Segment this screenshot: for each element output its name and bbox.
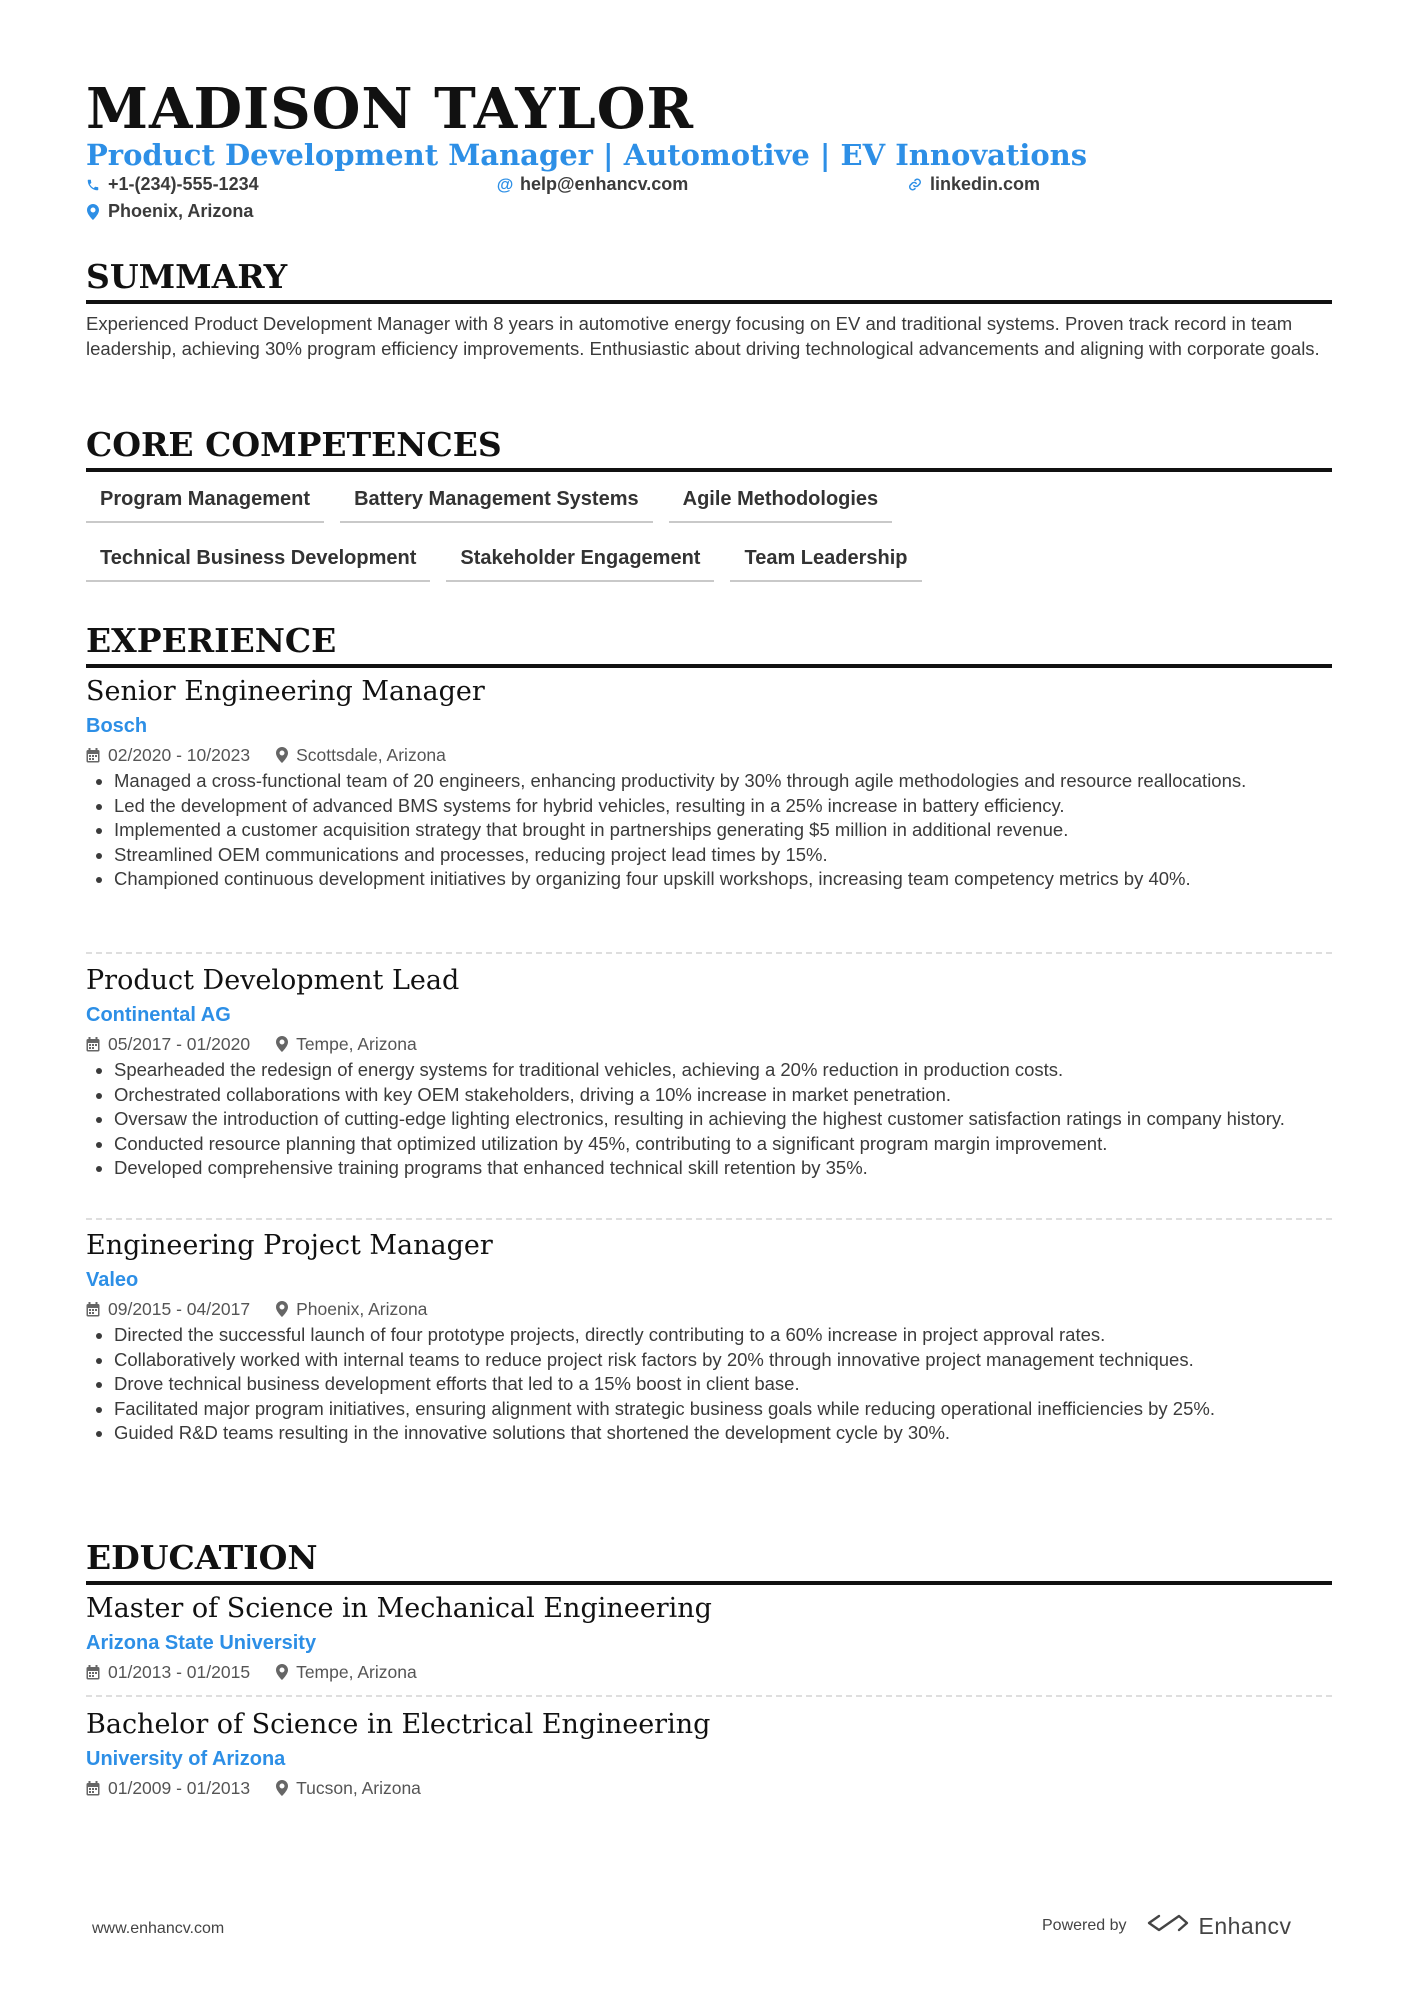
enhancv-logo-text: Enhancv bbox=[1198, 1912, 1292, 1939]
job-title: Engineering Project Manager bbox=[86, 1230, 493, 1261]
job-bullet: • Orchestrated collaborations with key OEM stakeholders, driving a 10% increase in market penetration. bbox=[114, 1083, 1332, 1108]
job-bullet: • Implemented a customer acquisition strategy that brought in partnerships generating $5 million in additional revenue. bbox=[114, 818, 1332, 843]
degree-title: Master of Science in Mechanical Engineering bbox=[86, 1593, 712, 1624]
location-pin-icon bbox=[86, 204, 100, 220]
enhancv-logo[interactable] bbox=[1145, 1912, 1292, 1940]
job-bullet: • Oversaw the introduction of cutting-edge lighting electronics, resulting in achieving the highest customer satisfaction ratings in company history. bbox=[114, 1107, 1332, 1132]
competence-tag: Agile Methodologies bbox=[669, 484, 893, 523]
contact-email[interactable] bbox=[498, 174, 688, 195]
experience-entry bbox=[86, 675, 1332, 892]
job-location: Scottsdale, Arizona bbox=[296, 745, 446, 765]
job-meta bbox=[86, 1297, 1332, 1321]
job-title: Senior Engineering Manager bbox=[86, 676, 485, 707]
education-dates: 01/2013 - 01/2015 bbox=[108, 1662, 251, 1682]
contact-website[interactable] bbox=[908, 174, 1040, 195]
summary-heading: SUMMARY bbox=[86, 256, 1332, 304]
job-bullets bbox=[86, 1323, 1332, 1446]
company-name: Continental AG bbox=[86, 1004, 231, 1026]
calendar-icon bbox=[86, 748, 100, 763]
job-dates: 05/2017 - 01/2020 bbox=[108, 1034, 251, 1054]
job-meta bbox=[86, 1032, 1332, 1056]
job-meta bbox=[86, 743, 1332, 767]
competences-heading: CORE COMPETENCES bbox=[86, 424, 1332, 472]
job-bullet: • Conducted resource planning that optimized utilization by 45%, contributing to a significant program margin improvement. bbox=[114, 1132, 1332, 1157]
job-bullet: • Streamlined OEM communications and processes, reducing project lead times by 15%. bbox=[114, 843, 1332, 868]
link-icon bbox=[908, 177, 922, 193]
location-pin-icon bbox=[276, 1301, 288, 1317]
contact-phone bbox=[86, 174, 259, 195]
entry-divider bbox=[86, 952, 1332, 954]
experience-heading: EXPERIENCE bbox=[86, 620, 1332, 668]
entry-divider bbox=[86, 1218, 1332, 1220]
calendar-icon bbox=[86, 1665, 100, 1680]
calendar-icon bbox=[86, 1302, 100, 1317]
powered-by-label: Powered by bbox=[1042, 1917, 1127, 1934]
education-meta bbox=[86, 1660, 1332, 1684]
phone-icon bbox=[86, 177, 100, 193]
degree-title: Bachelor of Science in Electrical Engineering bbox=[86, 1709, 711, 1740]
location-pin-icon bbox=[276, 1664, 288, 1680]
calendar-icon bbox=[86, 1037, 100, 1052]
at-sign-icon: @ bbox=[496, 174, 514, 194]
job-bullets bbox=[86, 769, 1332, 892]
job-dates: 02/2020 - 10/2023 bbox=[108, 745, 251, 765]
location-pin-icon bbox=[276, 1036, 288, 1052]
enhancv-logo-icon bbox=[1145, 1912, 1191, 1940]
job-bullet: • Developed comprehensive training programs that enhanced technical skill retention by 35%. bbox=[114, 1156, 1332, 1181]
education-location: Tucson, Arizona bbox=[296, 1778, 421, 1798]
competence-tag: Battery Management Systems bbox=[340, 484, 653, 523]
education-heading: EDUCATION bbox=[86, 1537, 1332, 1585]
competence-tag: Team Leadership bbox=[730, 543, 921, 582]
calendar-icon bbox=[86, 1781, 100, 1796]
job-location: Phoenix, Arizona bbox=[296, 1299, 428, 1319]
job-bullet: • Guided R&D teams resulting in the innovative solutions that shortened the development cycle by 30%. bbox=[114, 1421, 1332, 1446]
candidate-name: MADISON TAYLOR bbox=[86, 76, 695, 142]
phone-text: +1-(234)-555-1234 bbox=[108, 174, 259, 194]
job-bullet: • Championed continuous development initiatives by organizing four upskill workshops, increasing team competency metrics by 40%. bbox=[114, 867, 1332, 892]
email-text[interactable]: help@enhancv.com bbox=[520, 174, 689, 194]
job-title: Product Development Lead bbox=[86, 965, 460, 996]
education-entry bbox=[86, 1708, 1332, 1800]
company-name: Valeo bbox=[86, 1269, 139, 1291]
candidate-headline: Product Development Manager | Automotive | EV Innovations bbox=[86, 138, 1088, 172]
job-bullet: • Facilitated major program initiatives, ensuring alignment with strategic business goals while reducing operational inefficiencies by 25%. bbox=[114, 1397, 1332, 1422]
summary-text: Experienced Product Development Manager with 8 years in automotive energy focusing on EV and traditional systems. Proven track record in team leadership, achieving 30% program efficiency improvements. Enthusiastic about driving technological advancements and aligning with corporate goals. bbox=[86, 313, 1320, 359]
footer-site-link[interactable]: www.enhancv.com bbox=[92, 1920, 225, 1937]
competence-tag: Technical Business Development bbox=[86, 543, 430, 582]
school-name: University of Arizona bbox=[86, 1748, 286, 1770]
entry-divider bbox=[86, 1695, 1332, 1697]
location-pin-icon bbox=[276, 1780, 288, 1796]
education-location: Tempe, Arizona bbox=[296, 1662, 417, 1682]
competence-tag: Program Management bbox=[86, 484, 324, 523]
job-bullet: • Drove technical business development efforts that led to a 15% boost in client base. bbox=[114, 1372, 1332, 1397]
job-bullet: • Spearheaded the redesign of energy systems for traditional vehicles, achieving a 20% reduction in production costs. bbox=[114, 1058, 1332, 1083]
job-bullet: • Directed the successful launch of four prototype projects, directly contributing to a 60% increase in project approval rates. bbox=[114, 1323, 1332, 1348]
website-text[interactable]: linkedin.com bbox=[930, 174, 1041, 194]
job-location: Tempe, Arizona bbox=[296, 1034, 417, 1054]
contact-location bbox=[86, 201, 253, 222]
job-bullets bbox=[86, 1058, 1332, 1181]
job-bullet: • Managed a cross-functional team of 20 engineers, enhancing productivity by 30% through agile methodologies and resource reallocations. bbox=[114, 769, 1332, 794]
experience-entry bbox=[86, 1229, 1332, 1446]
company-name: Bosch bbox=[86, 715, 148, 737]
location-text: Phoenix, Arizona bbox=[108, 201, 254, 221]
competence-tags bbox=[86, 484, 1332, 602]
job-dates: 09/2015 - 04/2017 bbox=[108, 1299, 251, 1319]
competence-tag: Stakeholder Engagement bbox=[446, 543, 714, 582]
job-bullet: • Led the development of advanced BMS systems for hybrid vehicles, resulting in a 25% increase in battery efficiency. bbox=[114, 794, 1332, 819]
experience-entry bbox=[86, 964, 1332, 1181]
education-meta bbox=[86, 1776, 1332, 1800]
footer-branding bbox=[1042, 1912, 1292, 1940]
education-entry bbox=[86, 1592, 1332, 1684]
school-name: Arizona State University bbox=[86, 1632, 317, 1654]
location-pin-icon bbox=[276, 747, 288, 763]
job-bullet: • Collaboratively worked with internal teams to reduce project risk factors by 20% through innovative project management techniques. bbox=[114, 1348, 1332, 1373]
education-dates: 01/2009 - 01/2013 bbox=[108, 1778, 251, 1798]
